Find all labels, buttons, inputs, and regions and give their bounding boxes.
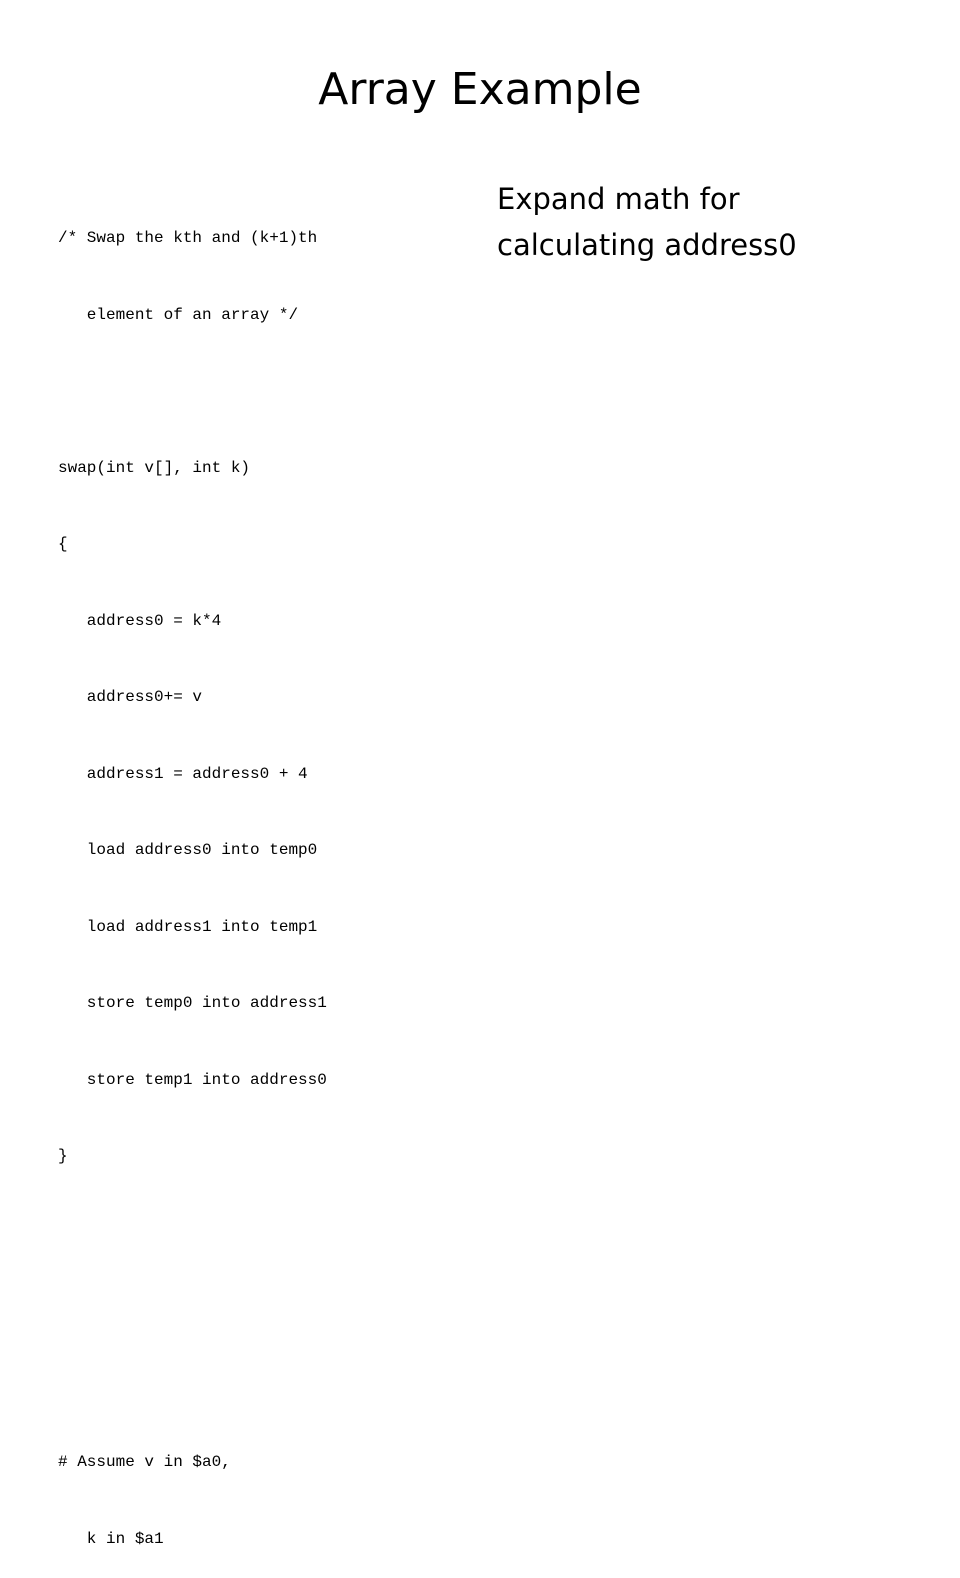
- code-line: address1 = address0 + 4: [58, 764, 308, 783]
- code-block: [58, 175, 478, 1578]
- code-line: }: [58, 1147, 68, 1165]
- code-line: [58, 1374, 478, 1400]
- code-line: {: [58, 535, 68, 553]
- code-line: # Assume v in $a0,: [58, 1453, 231, 1471]
- code-line: k in $a1: [58, 1529, 164, 1548]
- code-line: swap(int v[], int k): [58, 458, 251, 477]
- code-line: store temp0 into address1: [58, 994, 327, 1012]
- code-line: address0+= v: [58, 688, 203, 706]
- code-line: [58, 379, 478, 405]
- code-line: [58, 1221, 478, 1247]
- code-line: store temp1 into address0: [58, 1070, 327, 1089]
- code-line: element of an array */: [58, 305, 299, 324]
- code-line: address0 = k*4: [58, 611, 222, 630]
- slide-title: Array Example: [318, 64, 642, 115]
- code-line: [58, 1297, 478, 1323]
- side-note-line: Expand math for: [497, 182, 740, 216]
- code-line: /* Swap the kth and (k+1)th: [58, 229, 318, 247]
- side-note-line: calculating address0: [497, 228, 797, 262]
- code-line: load address0 into temp0: [58, 841, 318, 859]
- code-line: load address1 into temp1: [58, 917, 318, 936]
- side-note: [497, 176, 917, 268]
